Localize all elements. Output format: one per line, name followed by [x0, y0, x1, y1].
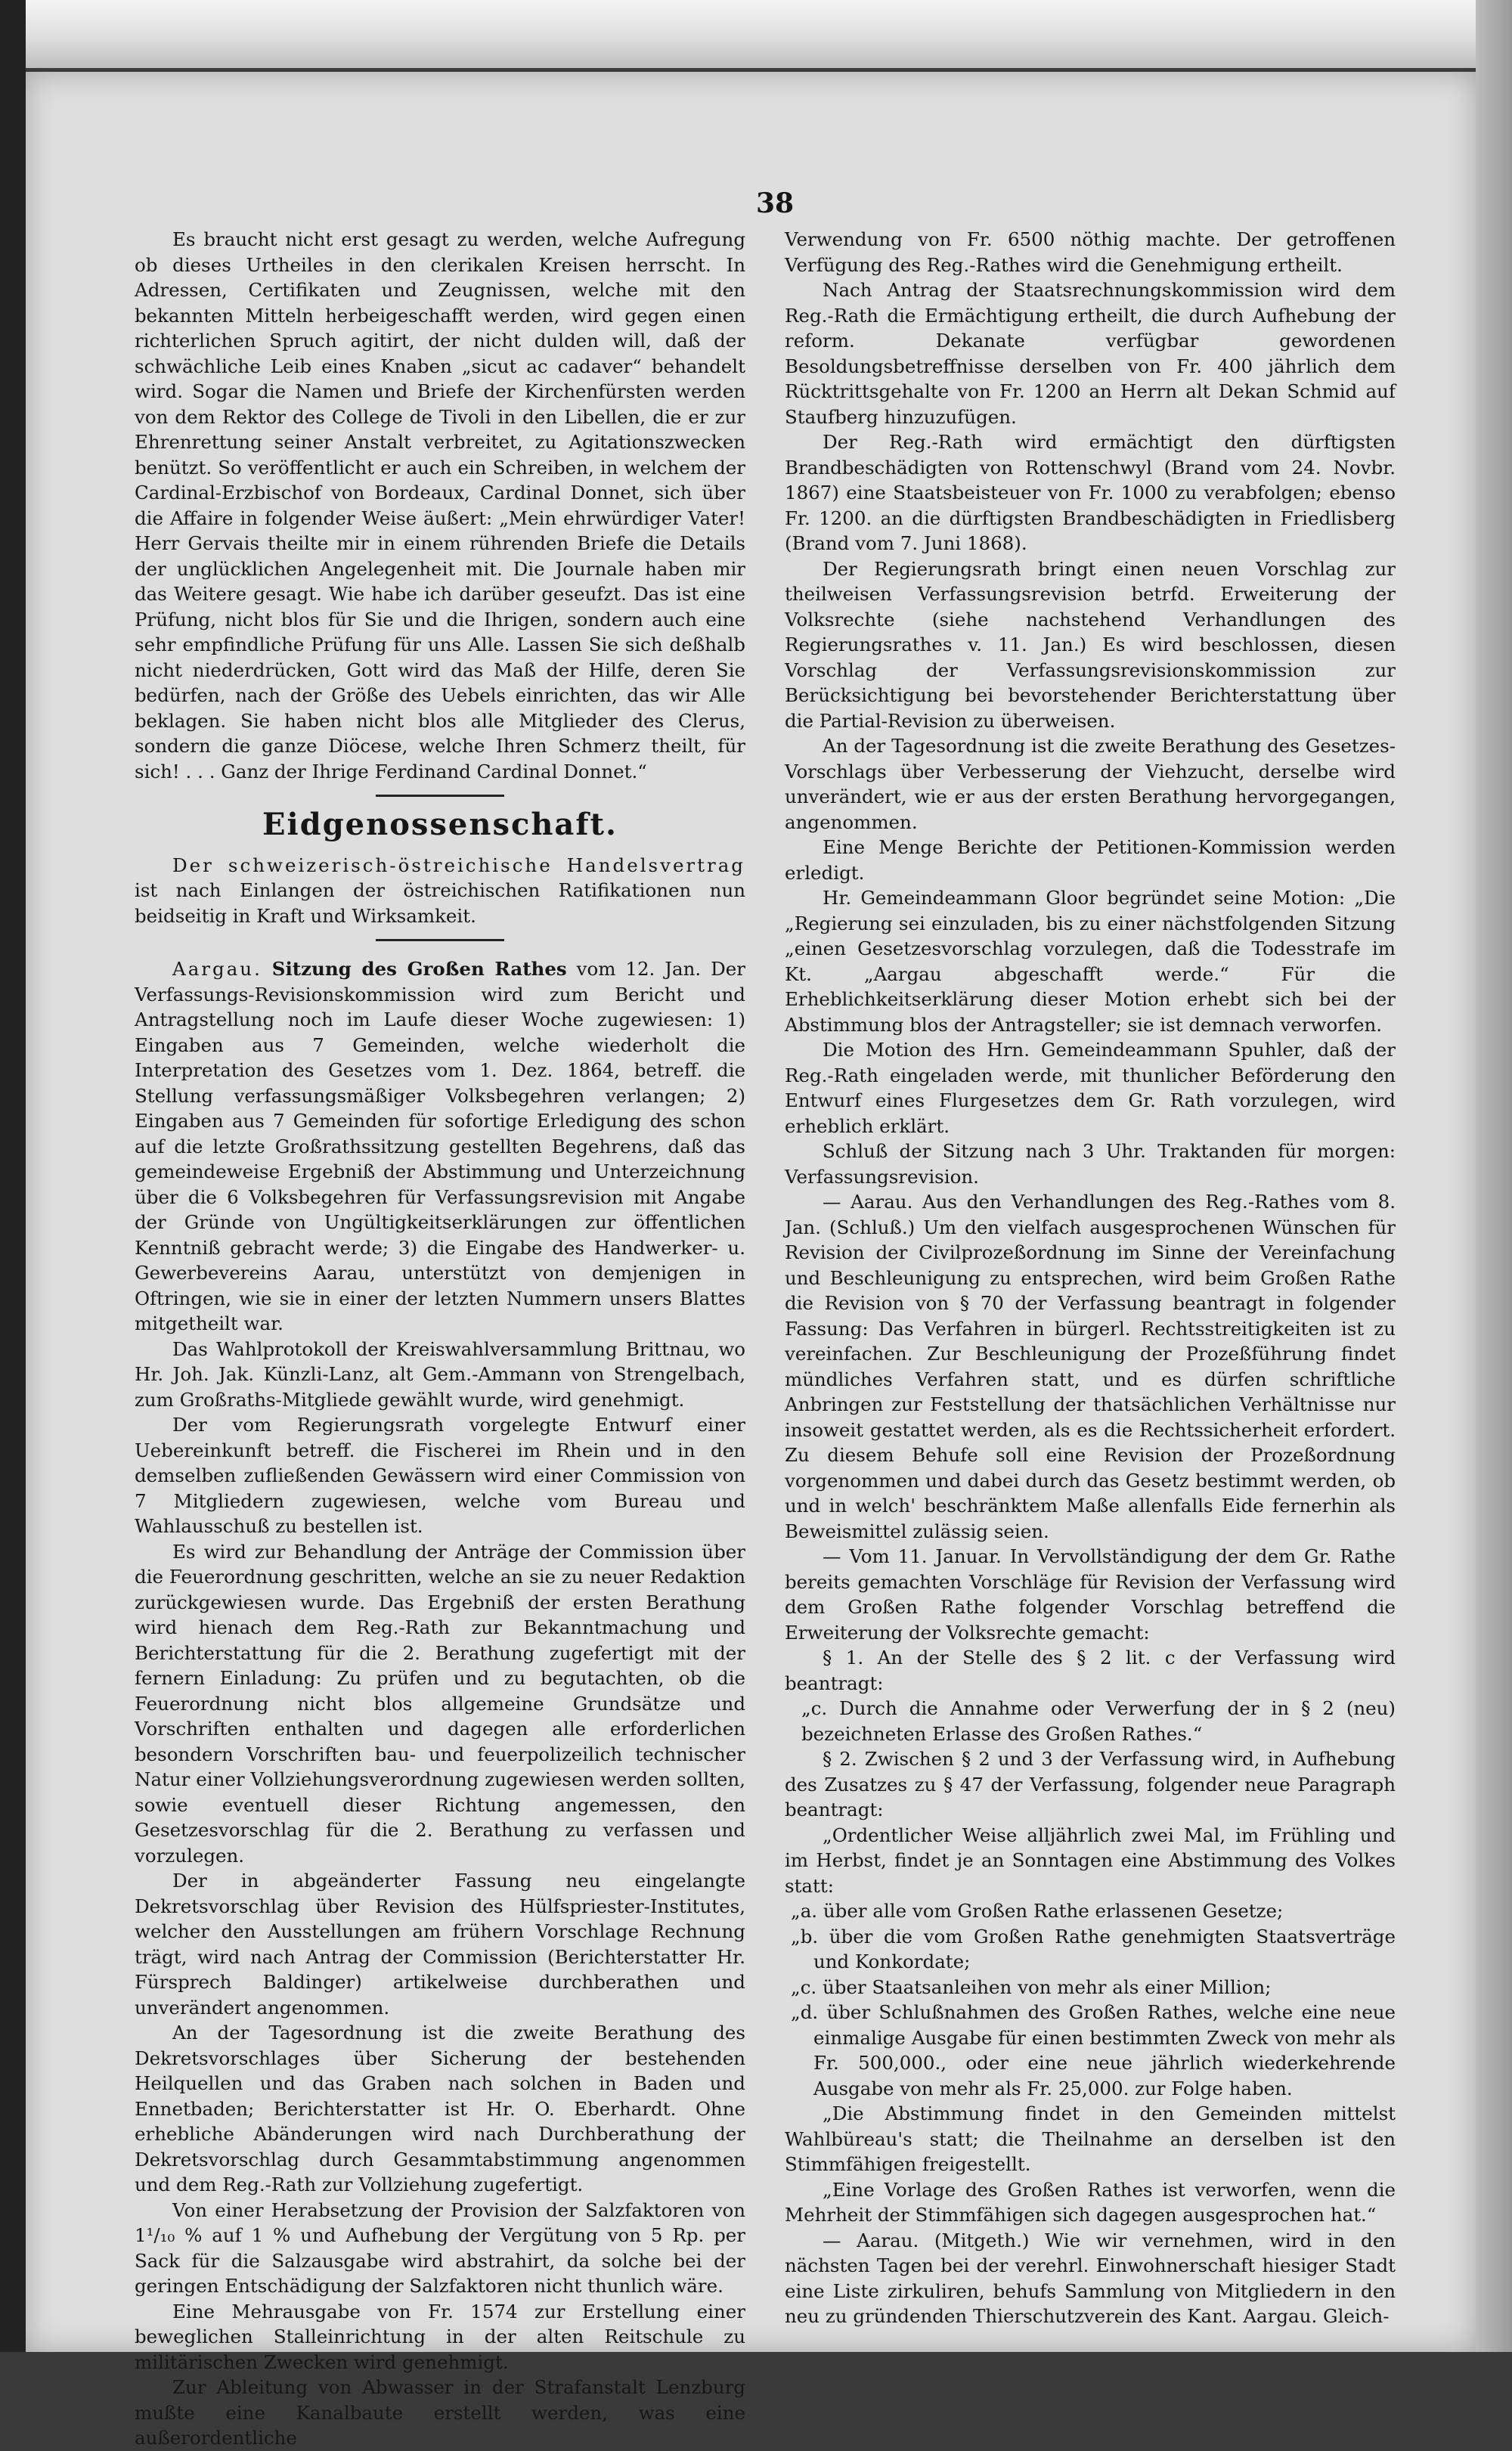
article-paragraph [135, 956, 745, 1337]
list-item: „a. über alle vom Großen Rathe erlassenen Gesetze; [791, 1900, 1284, 1922]
article-paragraph: Eine Menge Berichte der Petitionen-Kommission werden erledigt. [785, 836, 1396, 884]
article-paragraph: Das Wahlprotokoll der Kreiswahlversammlung Brittnau, wo Hr. Joh. Jak. Künzli-Lanz, alt Gem.-Ammann von Strengelbach, zum Großraths-Mitgliede gewählt wurde, wird genehmigt. [135, 1337, 745, 1411]
list-item: „c. über Staatsanleihen von mehr als einer Million; [791, 1975, 1272, 1998]
section-divider [376, 939, 504, 941]
article-paragraph: Schluß der Sitzung nach 3 Uhr. Traktanden für morgen: Verfassungsrevision. [785, 1140, 1396, 1188]
article-paragraph: Nach Antrag der Staatsrechnungskommission wird dem Reg.-Rath die Ermächtigung ertheilt, die durch Aufhebung der reform. Dekanate verfügbar gewordenen Besoldungsbetreffnisse derselben von Fr. 400 jährlich dem Rücktrittsgehalte von Fr. 1200 an Herrn alt Dekan Schmid auf Staufberg hinzuzufügen. [785, 279, 1396, 428]
section-divider [376, 795, 504, 797]
article-paragraph: Von einer Herabsetzung der Provision der Salzfaktoren von 1¹/₁₀ % auf 1 % und Aufhebung der Vergütung von 5 Rp. per Sack für die Salzausgabe wird abstrahirt, da solche bei der geringen Entschädigung der Salzfaktoren nicht thunlich wäre. [135, 2198, 745, 2297]
article-paragraph: Es braucht nicht erst gesagt zu werden, welche Aufregung ob dieses Urtheiles in den clerikalen Kreisen herrscht. In Adressen, Certifikaten und Zeugnissen, welche mit den bekannten Mitteln herbeigeschafft werden, wird gegen einen richterlichen Spruch agitirt, der nicht dulden will, daß der schwächliche Leib eines Knaben „sicut ac cadaver“ behandelt wird. Sogar die Namen und Briefe der Kirchenfürsten werden von dem Rektor des College de Tivoli in den Libellen, die er zur Ehrenrettung seiner Anstalt verbreitet, zu Agitationszwecken benützt. So veröffentlicht er auch ein Schreiben, in welchem der Cardinal-Erzbischof von Bordeaux, Cardinal Donnet, sich über die Affaire in folgender Weise äußert: „Mein ehrwürdiger Vater! Herr Gervais theilte mir in einem rührenden Briefe die Details der unglücklichen Angelegenheit mit. Die Journale haben mir das Weitere gesagt. Wie habe ich darüber geseufzt. Das ist eine Prüfung, nicht blos für Sie und die Ihrigen, sondern auch eine sehr empfindliche Prüfung für uns Alle. Lassen Sie sich deßhalb nicht niederdrücken, Gott wird das Maß der Hilfe, deren Sie bedürfen, nach der Größe des Uebels einrichten, das wir Alle beklagen. Sie haben nicht blos alle Mitglieder des Clerus, sondern die ganze Diöcese, welche Ihren Schmerz theilt, für sich! . . . Ganz der Ihrige Ferdinand Cardinal Donnet.“ [135, 228, 745, 782]
article-paragraph: § 2. Zwischen § 2 und 3 der Verfassung wird, in Aufhebung des Zusatzes zu § 47 der Verfassung, folgender neue Paragraph beantragt: [785, 1748, 1396, 1820]
page-number: 38 [756, 187, 795, 219]
article-paragraph: Die Motion des Hrn. Gemeindeammann Spuhler, daß der Reg.-Rath eingeladen werde, mit thunlicher Beförderung den Entwurf eines Flurgesetzes dem Gr. Rath vorzulegen, wird erheblich erklärt. [785, 1039, 1396, 1137]
article-paragraph: „Ordentlicher Weise alljährlich zwei Mal, im Frühling und im Herbst, findet je an Sonntagen eine Abstimmung des Volkes statt: [785, 1824, 1396, 1897]
list-item: „d. über Schlußnahmen des Großen Rathes, welche eine neue einmalige Ausgabe für einen bestimmten Zweck von mehr als Fr. 500,000., oder eine neue jährlich wiederkehrende Ausgabe von mehr als Fr. 25,000. zur Folge haben. [791, 2001, 1396, 2099]
article-paragraph: An der Tagesordnung ist die zweite Berathung des Dekretsvorschlages über Sicherung der bestehenden Heilquellen und das Graben nach solchen in Baden und Ennetbaden; Berichterstatter ist Hr. O. Eberhardt. Ohne erhebliche Abänderungen wird nach Durchberathung der Dekretsvorschlag durch Gesammtabstimmung angenommen und dem Reg.-Rath zur Vollziehung zugefertigt. [135, 2022, 745, 2195]
article-paragraph: Verwendung von Fr. 6500 nöthig machte. Der getroffenen Verfügung des Reg.-Rathes wird die Genehmigung ertheilt. [785, 228, 1396, 276]
binding-edge [0, 0, 26, 2352]
article-paragraph: — Aarau. Aus den Verhandlungen des Reg.-Rathes vom 8. Jan. (Schluß.) Um den vielfach ausgesprochenen Wünschen für Revision der Civilprozeßordnung im Sinne der Vereinfachung und Beschleunigung zu entsprechen, wird beim Großen Rathe die Revision von § 70 der Verfassung beantragt in folgender Fassung: Das Verfahren in bürgerl. Rechtsstreitigkeiten ist zu vereinfachen. Zur Beschleunigung der Prozeßführung findet mündliches Verfahren statt, und es dürfen schriftliche Anbringen zur Feststellung der thatsächlichen Verhältnisse nur insoweit gestattet werden, als es die Rechtssicherheit erfordert. Zu diesem Behufe soll eine Revision der Prozeßordnung vorgenommen und dabei durch das Gesetz bestimmt werden, ob und in welch' beschränktem Maße allenfalls Eide fernerhin als Beweismittel zulässig seien. [785, 1191, 1396, 1542]
article-paragraph: Zur Ableitung von Abwasser in der Strafanstalt Lenzburg mußte eine Kanalbaute erstellt werden, was eine außerordentliche [135, 2376, 745, 2449]
bold-heading: Sitzung des Großen Rathes [271, 958, 567, 980]
article-paragraph: — Vom 11. Januar. In Vervollständigung der dem Gr. Rathe bereits gemachten Vorschläge für Revision der Verfassung wird dem Großen Rathe folgender Vorschlag betreffend die Erweiterung der Volksrechte gemacht: [785, 1545, 1396, 1644]
scan-background [0, 0, 1512, 68]
article-paragraph: „Eine Vorlage des Großen Rathes ist verworfen, wenn die Mehrheit der Stimmfähigen sich dagegen ausgesprochen hat.“ [785, 2178, 1396, 2226]
spaced-heading: Der schweizerisch-östreichische Handelsvertrag [172, 854, 745, 876]
article-paragraph: Der Reg.-Rath wird ermächtigt den dürftigsten Brandbeschädigten von Rottenschwyl (Brand vom 24. Novbr. 1867) eine Staatsbeisteuer von Fr. 1000 zu verabfolgen; ebenso Fr. 1200. an die dürftigsten Brandbeschädigten in Friedlisberg (Brand vom 7. Juni 1868). [785, 431, 1396, 554]
article-paragraph: Der Regierungsrath bringt einen neuen Vorschlag zur theilweisen Verfassungsrevision betrfd. Erweiterung der Volksrechte (siehe nachstehend Verhandlungen des Regierungsrathes v. 11. Jan.) Es wird beschlossen, diesen Vorschlag der Verfassungsrevisionskommission zur Berücksichtigung bei bevorstehender Berichterstattung über die Partial-Revision zu überweisen. [785, 557, 1396, 732]
article-paragraph [135, 853, 745, 929]
left-column [135, 227, 745, 2451]
right-edge [1476, 0, 1512, 2352]
article-paragraph: — Aarau. (Mitgeth.) Wie wir vernehmen, wird in den nächsten Tagen bei der verehrl. Einwohnerschaft hiesiger Stadt eine Liste zirkuliren, behufs Sammlung von Mitgliedern in den neu zu gründenden Thierschutzverein des Kant. Aargau. Gleich- [785, 2229, 1396, 2327]
article-paragraph: An der Tagesordnung ist die zweite Berathung des Gesetzes-Vorschlags über Verbesserung der Viehzucht, derselbe wird unverändert, wie er aus der ersten Berathung hervorgegangen, angenommen. [785, 735, 1396, 833]
place-name: Aargau. [172, 958, 262, 980]
article-paragraph: Der in abgeänderter Fassung neu eingelangte Dekretsvorschlag über Revision des Hülfspriester-Institutes, welcher den Ausstellungen am frühern Vorschlage Rechnung trägt, wird nach Antrag der Commission (Berichterstatter Hr. Fürsprech Baldinger) artikelweise durchberathen und unverändert angenommen. [135, 1870, 745, 2019]
article-paragraph: Es wird zur Behandlung der Anträge der Commission über die Feuerordnung geschritten, welche an sie zu neuer Redaktion zurückgewiesen wurde. Das Ergebniß der ersten Berathung wird hienach dem Reg.-Rath zur Bekanntmachung und Berichterstattung für die 2. Berathung zugefertigt mit der fernern Einladung: Zu prüfen und zu begutachten, ob die Feuerordnung nicht blos allgemeine Grundsätze und Vorschriften enthalten und dagegen alle erforderlichen besondern Vorschriften bau- und feuerpolizeilich technischer Natur einer Vollziehungsverordnung zugewiesen werden sollten, sowie eventuell dieser Richtung angemessen, den Gesetzesvorschlag für die 2. Berathung zu verfassen und vorzulegen. [135, 1540, 745, 1867]
paragraph-text: vom 12. Jan. Der Verfassungs-Revisionskommission wird zum Bericht und Antragstellung noch im Laufe dieser Woche zugewiesen: 1) Eingaben aus 7 Gemeinden, welche wiederholt die Interpretation des Gesetzes vom 1. Dez. 1864, betreff. die Stellung verfassungsmäßiger Volksbegehren verlangen; 2) Eingaben aus 7 Gemeinden für sofortige Erledigung des schon auf die letzte Großrathssitzung gestellten Begehrens, daß das gemeindeweise Ergebniß der Abstimmung und Unterzeichnung über die 6 Volksbegehren für Verfassungsrevision mit Angabe der Gründe von Ungültigkeitserklärungen zur öffentlichen Kenntniß gebracht werde; 3) die Eingabe des Handwerker- u. Gewerbevereins Aarau, unterstützt von demjenigen in Oftringen, wie sie in einer der letzten Nummern unsers Blattes mitgetheilt war. [135, 958, 745, 1334]
article-paragraph: „Die Abstimmung findet in den Gemeinden mittelst Wahlbüreau's statt; die Theilnahme an derselben ist den Stimmfähigen freigestellt. [785, 2102, 1396, 2175]
article-paragraph: § 1. An der Stelle des § 2 lit. c der Verfassung wird beantragt: [785, 1647, 1396, 1694]
article-paragraph: Eine Mehrausgabe von Fr. 1574 zur Erstellung einer beweglichen Stalleinrichtung in der alten Reitschule zu militärischen Zwecken wird genehmigt. [135, 2300, 745, 2373]
article-paragraph: Hr. Gemeindeammann Gloor begründet seine Motion: „Die „Regierung sei einzuladen, bis zu einer nächstfolgenden Sitzung „einen Gesetzesvorschlag vorzulegen, daß die Todesstrafe im Kt. „Aargau abgeschafft werde.“ Für die Erheblichkeitserklärung dieser Motion erhebt sich bei der Abstimmung blos der Antragsteller; sie ist demnach verworfen. [785, 887, 1396, 1036]
paragraph-text: ist nach Einlangen der östreichischen Ratifikationen nun beidseitig in Kraft und Wirksamkeit. [135, 879, 745, 927]
article-paragraph: Der vom Regierungsrath vorgelegte Entwurf einer Uebereinkunft betreff. die Fischerei im Rhein und in den demselben zufließenden Gewässern wird einer Commission von 7 Mitgliedern zugewiesen, welche vom Bureau und Wahlausschuß zu bestellen ist. [135, 1414, 745, 1537]
section-title: Eidgenossenschaft. [262, 807, 618, 842]
list-item: „b. über die vom Großen Rathe genehmigten Staatsverträge und Konkordate; [791, 1925, 1396, 1972]
right-column [785, 227, 1396, 2329]
quoted-clause: „c. Durch die Annahme oder Verwerfung der in § 2 (neu) bezeichneten Erlasse des Großen Rathes.“ [801, 1697, 1396, 1745]
